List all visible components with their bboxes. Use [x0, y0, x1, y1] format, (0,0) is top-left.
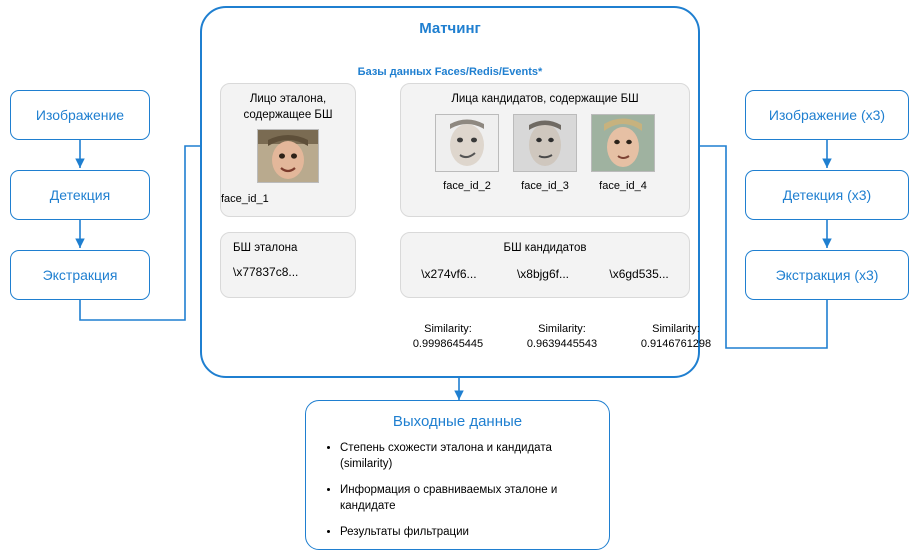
similarity-item-2: [519, 322, 605, 352]
etalon-hash-title: БШ эталона: [233, 242, 298, 254]
candidate-hash-value-2: \x8bjg6f...: [516, 266, 569, 281]
output-title: Выходные данные: [392, 413, 523, 430]
similarity-value-3: 0.9146761298: [640, 337, 712, 350]
candidate-face-row: [401, 114, 689, 192]
similarity-label-3: Similarity:: [652, 323, 700, 335]
similarity-row: [405, 322, 719, 352]
etalon-face-id: face_id_1: [221, 193, 269, 206]
candidate-faces-card: [400, 83, 690, 217]
candidate-face-thumbnail-2: [513, 114, 577, 172]
node-right-detection[interactable]: [745, 170, 909, 220]
face-photo-candidate-3-icon: [592, 115, 654, 171]
node-left-extraction[interactable]: [10, 250, 150, 300]
node-left-detection[interactable]: [10, 170, 150, 220]
node-left-image-label: Изображение: [35, 107, 125, 123]
face-photo-candidate-2-icon: [514, 115, 576, 171]
node-right-extraction-label: Экстракция (х3): [775, 267, 879, 283]
face-photo-candidate-1-icon: [436, 115, 498, 171]
candidate-hash-value-1: \x274vf6...: [421, 266, 477, 281]
node-left-detection-label: Детекция: [49, 187, 111, 203]
output-list: [306, 440, 609, 540]
node-right-image[interactable]: [745, 90, 909, 140]
candidate-face-1: [435, 114, 499, 192]
output-item-2: • Информация о сравниваемых эталоне и кандидате: [340, 482, 595, 514]
output-item-3: • Результаты фильтрации: [340, 524, 595, 540]
candidate-face-thumbnail-3: [591, 114, 655, 172]
node-right-image-label: Изображение (х3): [768, 107, 886, 123]
candidate-face-3: [591, 114, 655, 192]
similarity-label-2: Similarity:: [538, 323, 586, 335]
face-photo-etalon-icon: [258, 130, 318, 182]
matching-title: Матчинг: [419, 20, 481, 37]
similarity-item-3: [633, 322, 719, 352]
node-left-extraction-label: Экстракция: [42, 267, 118, 283]
candidate-hash-row: [401, 267, 689, 281]
output-item-1: • Степень схожести эталона и кандидата (similarity): [340, 440, 595, 472]
etalon-hash-card: [220, 232, 356, 298]
etalon-card-title-line2: содержащее БШ: [243, 108, 333, 121]
similarity-label-1: Similarity:: [424, 323, 472, 335]
candidate-hash-value-3: \x6gd535...: [609, 266, 669, 281]
etalon-face-card: [220, 83, 356, 217]
candidate-card-title: Лица кандидатов, содержащие БШ: [451, 93, 639, 105]
candidate-hash-card: [400, 232, 690, 298]
candidate-face-id-3: face_id_4: [599, 179, 647, 192]
candidate-face-id-2: face_id_3: [521, 179, 569, 192]
candidate-face-thumbnail-1: [435, 114, 499, 172]
similarity-item-1: [405, 322, 491, 352]
output-box: [305, 400, 610, 550]
database-label: Базы данных Faces/Redis/Events*: [357, 66, 543, 78]
candidate-face-2: [513, 114, 577, 192]
node-left-image[interactable]: [10, 90, 150, 140]
etalon-hash-value: \x77837c8...: [233, 264, 299, 279]
candidate-hash-title: БШ кандидатов: [503, 242, 587, 254]
etalon-card-title-line1: Лицо эталона,: [249, 93, 327, 105]
node-right-extraction[interactable]: [745, 250, 909, 300]
node-right-detection-label: Детекция (х3): [782, 187, 872, 203]
etalon-face-thumbnail: [257, 129, 319, 183]
similarity-value-1: 0.9998645445: [412, 337, 484, 350]
similarity-value-2: 0.9639445543: [526, 337, 598, 350]
candidate-face-id-1: face_id_2: [443, 179, 491, 192]
